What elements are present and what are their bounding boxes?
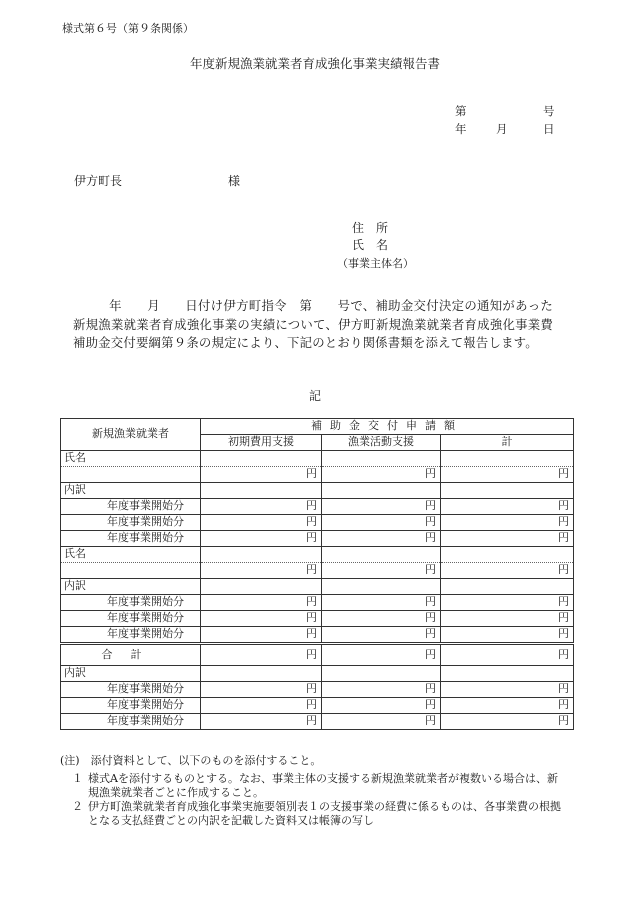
subsidy-table [60,418,574,730]
applicant-address-label: 住 所 [352,221,389,235]
yen-cell: 円 [322,531,441,547]
yen-cell: 円 [441,611,574,627]
yen-cell: 円 [201,595,322,611]
total-label: 合計 [61,644,201,666]
recipient-name: 伊方町長 [74,174,123,188]
yen-cell: 円 [201,714,322,730]
yen-cell: 円 [322,714,441,730]
year-start-label: 年度事業開始分 [61,499,201,515]
yen-cell: 円 [322,563,441,579]
col-header-initial: 初期費用支援 [201,435,322,451]
note-line: 伊方町漁業就業者育成強化事業実施要領別表１の支援事業の経費に係るものは、各事業費の根拠 [88,800,561,813]
date-year: 年 [455,122,467,136]
total-block [61,644,574,730]
recipient-honorific: 様 [228,174,241,188]
year-start-label: 年度事業開始分 [61,595,201,611]
yen-cell: 円 [441,627,574,644]
yen-cell: 円 [322,682,441,698]
yen-cell: 円 [322,644,441,666]
document-title: 年度新規漁業就業者育成強化事業実績報告書 [189,56,440,71]
note-line: 様式Aを添付するものとする。なお、事業主体の支援する新規漁業就業者が複数いる場合は、新 [88,772,558,785]
report-body-text: 年 月 日付け伊方町指令 第 号で、補助金交付決定の通知があった新規漁業就業者育成強化事業の実績について、伊方町新規漁業就業者育成強化事業費補助金交付要綱第９条の規定により、下記のとおり関係書類を添えて報告します。 [73,298,553,350]
name-label: 氏名 [61,451,201,467]
yen-cell: 円 [201,644,322,666]
year-start-label: 年度事業開始分 [61,682,201,698]
yen-cell: 円 [441,563,574,579]
notes-heading: (注) 添付資料として、以下のものを添付すること。 [60,754,322,767]
note-line: となる支払経費ごとの内訳を記載した資料又は帳簿の写し [88,814,374,827]
yen-cell: 円 [322,467,441,483]
note-number: ２ [72,800,83,813]
yen-cell: 円 [441,595,574,611]
year-start-label: 年度事業開始分 [61,698,201,714]
year-start-label: 年度事業開始分 [61,531,201,547]
yen-cell: 円 [322,595,441,611]
yen-cell: 円 [201,627,322,644]
year-start-label: 年度事業開始分 [61,627,201,644]
yen-cell: 円 [201,467,322,483]
yen-cell: 円 [322,499,441,515]
fisher-block-2 [61,547,574,644]
doc-number-label: 第 [455,104,467,118]
breakdown-label: 内訳 [61,579,201,595]
col-header-subsidy: 補助金交付申請額 [201,419,574,435]
year-start-label: 年度事業開始分 [61,515,201,531]
fisher-block-1 [61,451,574,547]
yen-cell: 円 [441,644,574,666]
name-label: 氏名 [61,547,201,563]
yen-cell: 円 [441,499,574,515]
yen-cell: 円 [201,499,322,515]
yen-cell: 円 [201,698,322,714]
year-start-label: 年度事業開始分 [61,611,201,627]
yen-cell: 円 [201,563,322,579]
yen-cell: 円 [441,467,574,483]
yen-cell: 円 [322,627,441,644]
yen-cell: 円 [201,531,322,547]
yen-cell: 円 [441,531,574,547]
form-number: 様式第６号（第９条関係） [62,22,194,35]
yen-cell: 円 [201,515,322,531]
yen-cell: 円 [441,515,574,531]
col-header-total: 計 [441,435,574,451]
yen-cell: 円 [201,611,322,627]
applicant-name-label: 氏 名 [352,238,389,252]
applicant-entity-label: （事業主体名） [337,257,414,270]
yen-cell: 円 [441,698,574,714]
yen-cell: 円 [201,682,322,698]
col-header-activity: 漁業活動支援 [322,435,441,451]
breakdown-label: 内訳 [61,483,201,499]
breakdown-label: 内訳 [61,666,201,682]
yen-cell: 円 [441,682,574,698]
yen-cell: 円 [322,698,441,714]
note-line: 規漁業就業者ごとに作成すること。 [88,786,264,799]
year-start-label: 年度事業開始分 [61,714,201,730]
col-header-fisher: 新規漁業就業者 [61,419,201,451]
note-number: １ [72,772,83,785]
note-item-1 [72,772,572,800]
date-month: 月 [496,122,508,136]
yen-cell: 円 [322,515,441,531]
yen-cell: 円 [322,611,441,627]
report-body-paragraph [73,297,553,353]
doc-number-suffix: 号 [543,104,555,118]
note-item-2 [72,800,572,828]
yen-cell: 円 [441,714,574,730]
ki-heading: 記 [308,389,321,403]
date-day: 日 [543,122,555,136]
